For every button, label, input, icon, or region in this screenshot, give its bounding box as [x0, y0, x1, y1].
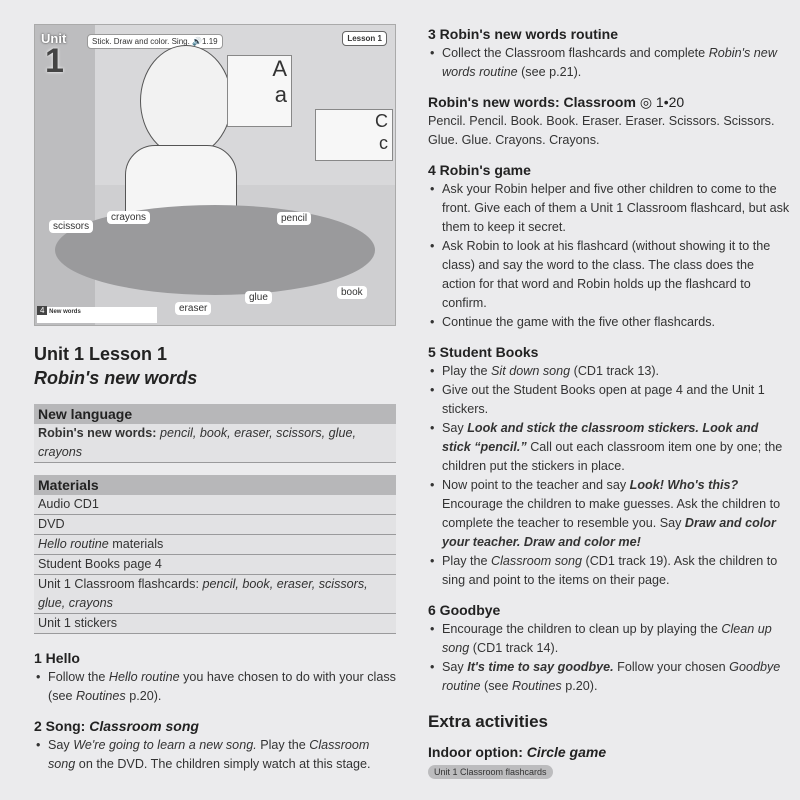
label-pencil: pencil	[277, 212, 311, 225]
new-words-list: pencil, book, eraser, scissors, glue, crayons	[38, 426, 356, 459]
material-item: Unit 1 Classroom flashcards: pencil, book, eraser, scissors, glue, crayons	[34, 575, 396, 614]
bullet: • Follow the Hello routine you have chosen to do with your class (see Routines p.20).	[34, 668, 396, 706]
table	[55, 205, 375, 295]
instruction-banner: Stick. Draw and color. Sing. 🔊1.19	[87, 34, 223, 49]
bullet: • Continue the game with the five other flashcards.	[428, 313, 790, 332]
extra-heading: Extra activities	[428, 712, 549, 731]
section-heading: 5 Student Books	[428, 344, 539, 360]
unit-label: Unit	[41, 31, 67, 46]
label-eraser: eraser	[175, 302, 211, 315]
label-crayons: crayons	[107, 211, 150, 224]
teacher-face	[140, 45, 232, 157]
material-item: Hello routine materials	[34, 535, 396, 555]
lesson-badge: Lesson 1	[342, 31, 387, 46]
new-words-label: Robin's new words:	[38, 426, 157, 440]
bullet: • Say It's time to say goodbye. Follow your chosen Goodbye routine (see Routines p.20).	[428, 658, 790, 696]
cd-icon: ◎	[639, 94, 653, 110]
section-heading: 1 Hello	[34, 650, 80, 666]
chant-text: Pencil. Pencil. Book. Book. Eraser. Eraser. Scissors. Scissors. Glue. Glue. Crayons. Crayons.	[428, 114, 775, 147]
bullet: • Play the Sit down song (CD1 track 13).	[428, 362, 790, 381]
material-item: Unit 1 stickers	[34, 614, 396, 634]
section-heading: 4 Robin's game	[428, 162, 531, 178]
audio-icon: 🔊	[192, 37, 203, 46]
footer-box: 4 New words	[37, 307, 157, 323]
poster-car: C c	[315, 109, 393, 161]
section-classroom-chant	[428, 92, 790, 150]
bullet: • Ask Robin to look at his flashcard (without showing it to the class) and say the word to the class. The class does the action for that word and Robin holds up the flashcard to confirm.	[428, 237, 790, 313]
section-heading: 2 Song: Classroom song	[34, 718, 199, 734]
lesson-title: Unit 1 Lesson 1	[34, 344, 168, 364]
material-item: Audio CD1	[34, 495, 396, 515]
bullet: • Say We're going to learn a new song. Play the Classroom song on the DVD. The children simply watch at this stage.	[34, 736, 396, 774]
material-item: DVD	[34, 515, 396, 535]
section-words-routine	[428, 24, 790, 82]
bullet: • Now point to the teacher and say Look! Who's this? Encourage the children to make guesses. Ask the children to complete the teacher to resemble you. Say Draw and color your teacher. Draw and color me!	[428, 476, 790, 552]
label-scissors: scissors	[49, 220, 93, 233]
indoor-option-heading: Indoor option: Circle game	[428, 744, 607, 760]
materials-tag: Unit 1 Classroom flashcards	[428, 765, 553, 779]
label-book: book	[337, 286, 367, 299]
section-robins-game	[428, 160, 790, 332]
material-item: Student Books page 4	[34, 555, 396, 575]
bullet: • Play the Classroom song (CD1 track 19). Ask the children to sing and point to the items on their page.	[428, 552, 790, 590]
right-column	[428, 24, 790, 781]
bullet: • Collect the Classroom flashcards and complete Robin's new words routine (see p.21).	[428, 44, 790, 82]
bullet: • Ask your Robin helper and five other children to come to the front. Give each of them a Unit 1 Classroom flashcard, but ask them to keep it secret.	[428, 180, 790, 237]
new-language-heading: New language	[34, 404, 396, 424]
bullet: • Say Look and stick the classroom stickers. Look and stick “pencil.” Call out each classroom item one by one; the children put the stickers in place.	[428, 419, 790, 476]
materials-heading: Materials	[34, 475, 396, 495]
unit-number: 1	[45, 42, 64, 80]
label-glue: glue	[245, 291, 272, 304]
lesson-illustration	[34, 24, 396, 326]
bullet: • Give out the Student Books open at page 4 and the Unit 1 stickers.	[428, 381, 790, 419]
section-goodbye	[428, 600, 790, 696]
poster-apple: A a	[227, 55, 292, 127]
bullet: • Encourage the children to clean up by playing the Clean up song (CD1 track 14).	[428, 620, 790, 658]
section-student-books	[428, 342, 790, 590]
left-column	[34, 342, 396, 774]
section-extra-activities	[428, 710, 790, 781]
lesson-subtitle: Robin's new words	[34, 368, 198, 388]
materials-box	[34, 475, 396, 634]
new-language-box	[34, 404, 396, 463]
section-song	[34, 716, 396, 774]
section-hello	[34, 648, 396, 706]
section-heading: 6 Goodbye	[428, 602, 501, 618]
section-heading: Robin's new words: Classroom ◎ 1•20	[428, 94, 685, 110]
section-heading: 3 Robin's new words routine	[428, 26, 619, 42]
